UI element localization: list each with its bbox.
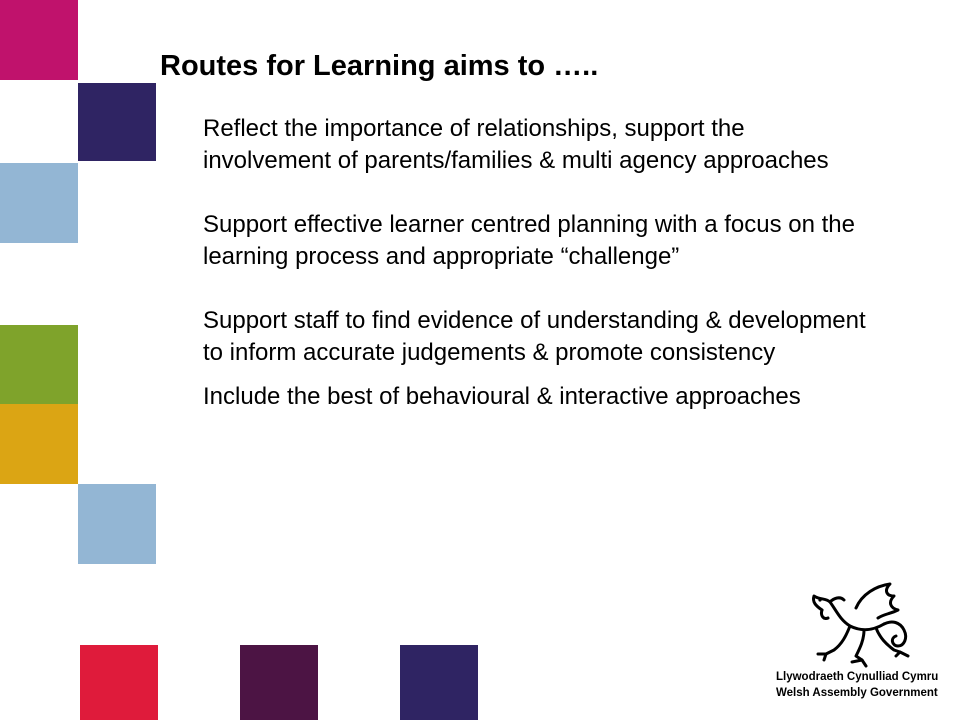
aim-item: Reflect the importance of relationships, support the involvement of parents/families & multi agency approaches (203, 115, 829, 174)
decor-square-light-blue (0, 163, 78, 243)
decor-square-gold (0, 404, 78, 484)
decor-square-navy (78, 83, 156, 161)
decor-square-light-blue-lower (78, 484, 156, 564)
slide-title: Routes for Learning aims to ….. (160, 50, 599, 82)
welsh-dragon-icon (804, 580, 924, 668)
aim-item: Support effective learner centred planning with a focus on the learning process and appropriate “challenge” (203, 211, 855, 270)
welsh-assembly-government-logo (776, 580, 946, 706)
org-name-welsh: Llywodraeth Cynulliad Cymru (776, 671, 939, 683)
org-name-english: Welsh Assembly Government (776, 687, 938, 699)
decor-square-plum (240, 645, 318, 720)
aim-item: Support staff to find evidence of understanding & development to inform accurate judgements & promote consistency (203, 307, 866, 366)
aim-item: Include the best of behavioural & interactive approaches (203, 383, 801, 410)
decor-square-indigo (400, 645, 478, 720)
decor-square-red (80, 645, 158, 720)
decor-square-green (0, 325, 78, 404)
decor-square-magenta (0, 0, 78, 80)
aims-list (203, 113, 873, 413)
